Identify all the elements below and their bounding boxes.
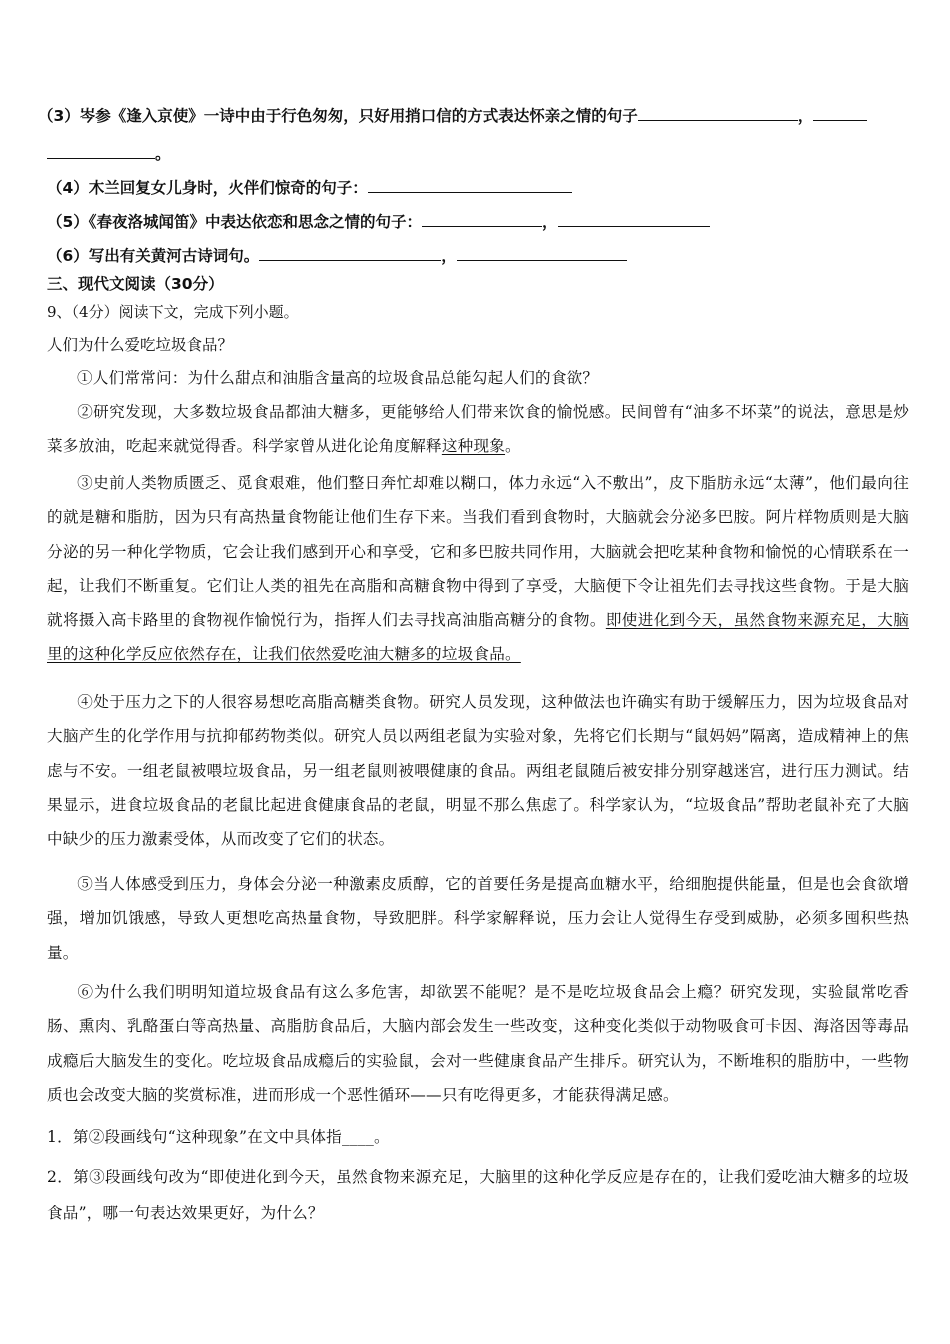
underlined-phrase: 这种现象 — [441, 437, 506, 456]
paragraph-text: ①人们常常问：为什么甜点和油脂含量高的垃圾食品总能勾起人们的食欲？ — [77, 369, 599, 387]
article-paragraph-5 — [47, 867, 909, 970]
answer-blank[interactable] — [368, 176, 572, 193]
paragraph-text: ⑥为什么我们明明知道垃圾食品有这么多危害，却欲罢不能呢？是不是吃垃圾食品会上瘾？研究发现，实验鼠常吃香肠、熏肉、乳酪蛋白等高热量、高脂肪食品后，大脑内部会发生一些改变，这种变化类似于动物吸食可卡因、海洛因等毒品成瘾后大脑发生的变化。吃垃圾食品成瘾后的实验鼠，会对一些健康食品产生排斥。研究认为，不断堆积的脂肪中，一些物质也会改变大脑的奖赏标准，进而形成一个恶性循环——只有吃得更多，才能获得满足感。 — [47, 983, 909, 1104]
answer-blank[interactable] — [47, 142, 155, 159]
question-6 — [47, 244, 627, 266]
article-paragraph-1 — [47, 361, 909, 395]
paragraph-text: ④处于压力之下的人很容易想吃高脂高糖类食物。研究人员发现，这种做法也许确实有助于缓解压力，因为垃圾食品对大脑产生的化学作用与抗抑郁药物类似。研究人员以两组老鼠为实验对象，先将它们长期与“鼠妈妈”隔离，造成精神上的焦虑与不安。一组老鼠被喂垃圾食品，另一组老鼠则被喂健康的食品。两组老鼠随后被安排分别穿越迷宫，进行压力测试。结果显示，进食垃圾食品的老鼠比起进食健康食品的老鼠，明显不那么焦虑了。科学家认为，“垃圾食品”帮助老鼠补充了大脑中缺少的压力激素受体，从而改变了它们的状态。 — [47, 693, 909, 849]
question-5 — [47, 210, 710, 232]
answer-blank[interactable] — [259, 244, 441, 261]
question-5-label: （5）《春夜洛城闻笛》中表达依恋和思念之情的句子： — [47, 213, 423, 231]
sub-question-2: 2．第③段画线句改为“即使进化到今天，虽然食物来源充足，大脑里的这种化学反应是存在的，让我们爱吃油大糖多的垃圾食品”，哪一句表达效果更好，为什么？ — [47, 1168, 909, 1222]
paragraph-text: ②研究发现，大多数垃圾食品都油大糖多，更能够给人们带来饮食的愉悦感。民间曾有“油多不坏菜”的说法，意思是炒菜多放油，吃起来就觉得香。科学家曾从进化论角度解释 — [47, 403, 909, 456]
answer-blank[interactable] — [457, 244, 627, 261]
answer-blank[interactable] — [422, 210, 542, 227]
underlined-sentence: 即使进化到今天，虽然食物来源充足，大脑里的这种化学反应依然存在，让我们依然爱吃油大糖多的垃圾食品。 — [47, 611, 909, 664]
question-6-label: （6）写出有关黄河古诗词句。 — [47, 247, 260, 265]
article-paragraph-3 — [47, 466, 909, 672]
answer-blank[interactable] — [638, 104, 798, 121]
question-4-label: （4）木兰回复女儿身时，火伴们惊奇的句子： — [47, 179, 368, 197]
article-paragraph-2 — [47, 395, 909, 464]
question-9-intro: 9、（4分）阅读下文，完成下列小题。 — [47, 303, 299, 321]
sub-question-1: 1．第②段画线句“这种现象”在文中具体指____。 — [47, 1128, 390, 1146]
article-title: 人们为什么爱吃垃圾食品？ — [47, 336, 234, 354]
section-title: 三、现代文阅读（30分） — [47, 275, 224, 293]
question-3-label: （3）岑参《逢入京使》一诗中由于行色匆匆，只好用捎口信的方式表达怀亲之情的句子 — [38, 107, 638, 125]
paragraph-text: ③史前人类物质匮乏、觅食艰难，他们整日奔忙却难以糊口，体力永远“入不敷出”，皮下脂肪永远“太薄”，他们最向往的就是糖和脂肪，因为只有高热量食物能让他们生存下来。当我们看到食物时，大脑就会分泌多巴胺。阿片样物质则是大脑分泌的另一种化学物质，它会让我们感到开心和享受，它和多巴胺共同作用，大脑就会把吃某种食物和愉悦的心情联系在一起，让我们不断重复。它们让人类的祖先在高脂和高糖食物中得到了享受，大脑便下令让祖先们去寻找这些食物。于是大脑就将摄入高卡路里的食物视作愉悦行为，指挥人们去寻找高油脂高糖分的食物。 — [47, 474, 909, 630]
comma: ， — [542, 213, 558, 231]
article-paragraph-4 — [47, 685, 909, 856]
question-4 — [47, 176, 572, 198]
period: 。 — [155, 145, 171, 163]
paragraph-text: ⑤当人体感受到压力，身体会分泌一种激素皮质醇，它的首要任务是提高血糖水平，给细胞提供能量，但是也会食欲增强，增加饥饿感，导致人更想吃高热量食物，导致肥胖。科学家解释说，压力会让人觉得生存受到威胁，必须多囤积些热量。 — [47, 875, 909, 962]
article-paragraph-6 — [47, 975, 909, 1112]
answer-blank[interactable] — [558, 210, 710, 227]
answer-blank[interactable] — [813, 104, 867, 121]
comma: ， — [797, 107, 814, 125]
comma: ， — [441, 247, 457, 265]
question-3-cont — [47, 142, 171, 164]
question-3 — [38, 104, 867, 126]
paragraph-text: 。 — [505, 437, 521, 456]
